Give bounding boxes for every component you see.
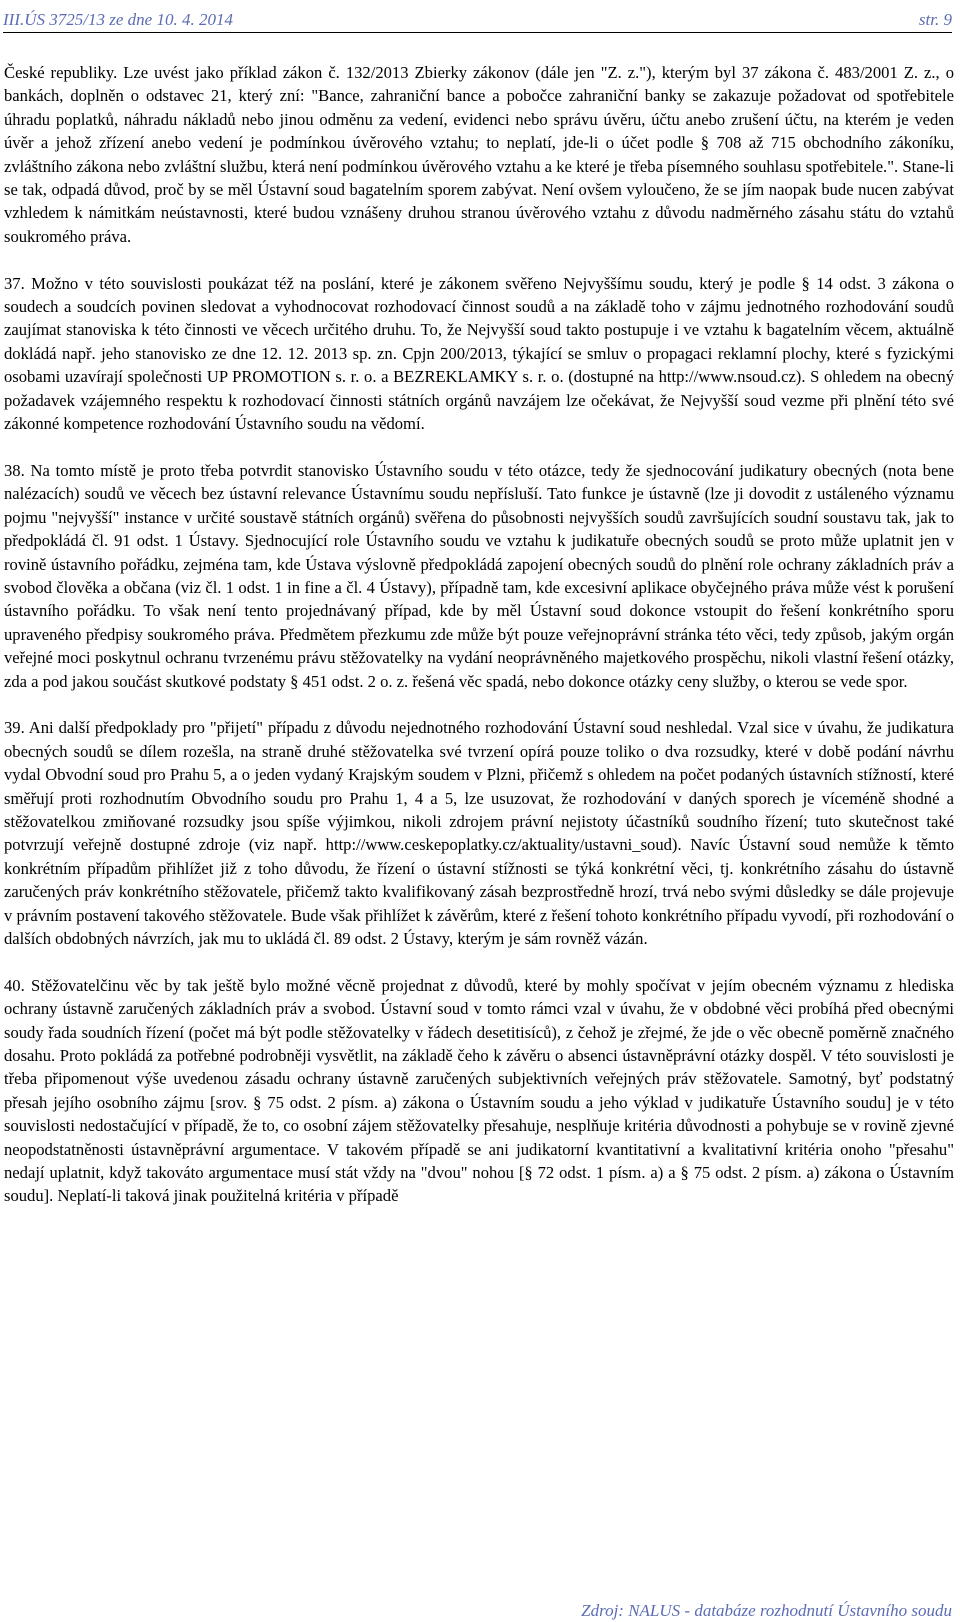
paragraph-37: 37. Možno v této souvislosti poukázat též na poslání, které je zákonem svěřeno Nejvyššímu soudu, který je podle § 14 odst. 3 zákona o soudech a soudcích povinen sledovat a vyhodnocovat rozhodovací činnost soudů a na základě toho v zájmu jednotného rozhodování soudů zaujímat stanoviska k této činnosti ve věcech určitého druhu. To, že Nejvyšší soud takto postupuje i ve vztahu k bagatelním věcem, aktuálně dokládá např. jeho stanovisko ze dne 12. 12. 2013 sp. zn. Cpjn 200/2013, týkající se smluv o propagaci reklamní plochy, které s fyzickými osobami uzavírají společnosti UP PROMOTION s. r. o. a BEZREKLAMKY s. r. o. (dostupné na http://www.nsoud.cz). S ohledem na obecný požadavek vzájemného respektu k rozhodovací činnosti státních orgánů navzájem lze očekávat, že Nejvyšší soud vezme při plnění této své zákonné kompetence rozhodování Ústavního soudu na vědomí.: [4, 273, 954, 434]
case-reference: III.ÚS 3725/13 ze dne 10. 4. 2014: [3, 10, 233, 29]
paragraph-40: 40. Stěžovatelčinu věc by tak ještě bylo možné věcně projednat z důvodů, které by mohly spočívat v jejím obecném významu z hlediska ochrany ústavně zaručených základních práv a svobod. Ústavní soud v tomto rámci vzal v úvahu, že v obdobné věci probíhá před obecnými soudy řada soudních řízení (počet má být podle stěžovatelky v řádech desetitisíců), z čehož je zřejmé, že jde o věc obecně poměrně značného dosahu. Proto pokládá za potřebné podrobněji vysvětlit, na základě čeho k závěru o absenci ústavněprávní otázky dospěl. V této souvislosti je třeba připomenout výše uvedenou zásadu ochrany ústavně zaručených subjektivních veřejných práv stěžovatele. Samotný, byť podstatný přesah jejího osobního zájmu [srov. § 75 odst. 2 písm. a) zákona o Ústavním soudu a jeho výklad v judikatuře Ústavního soudu] je v této souvislosti nedostačující v případě, že to, co osobní zájem stěžovatelky přesahuje, nesplňuje kritéria důvodnosti a pohybuje se v rovině zjevné neopodstatněnosti ústavněprávní argumentace. V takovém případě se ani judikatorní kvantitativní a kvalitativní kritéria onoho "přesahu" nedají uplatnit, když takováto argumentace musí stát vždy na "dvou" nohou [§ 72 odst. 1 písm. a) a § 75 odst. 2 písm. a) zákona o Ústavním soudu]. Neplatí-li taková jinak použitelná kritéria v případě: [4, 975, 954, 1206]
paragraph-38: 38. Na tomto místě je proto třeba potvrdit stanovisko Ústavního soudu v této otázce, tedy že sjednocování judikatury obecných (nota bene nalézacích) soudů ve věcech bez ústavní relevance Ústavnímu soudu nepřísluší. Tato funkce je ústavně (lze ji dovodit z ustáleného významu pojmu "nejvyšší" instance v určité soustavě státních orgánů) svěřena do působnosti nejvyšších soudů završujících soudní soustavu tak, jak to předpokládá čl. 91 odst. 1 Ústavy. Sjednocující role Ústavního soudu ve vztahu k judikatuře obecných soudů se proto může uplatnit jen v rovině ústavního pořádku, zejména tam, kde Ústava výslovně předpokládá zapojení obecných soudů do plnění role ochrany základních práv a svobod člověka a občana (viz čl. 1 odst. 1 in fine a čl. 4 Ústavy), případně tam, kde excesivní aplikace obyčejného práva může vést k porušení ústavního pořádku. To však není tento projednávaný případ, kde by měl Ústavní soud dokonce vstoupit do řešení konkrétního sporu upraveného předpisy soukromého práva. Předmětem přezkumu zde může být pouze veřejnoprávní stránka této věci, tedy způsob, jakým orgán veřejné moci poskytnul ochranu tvrzenému právu stěžovatelky na vydání neoprávněného majetkového prospěchu, nikoli vlastní řešení otázky, zda a pod jakou součást skutkové podstaty § 451 odst. 2 o. z. řešená věc spadá, nebo dokonce otázky ceny služby, o kterou se vede spor.: [4, 460, 954, 691]
document-body: [4, 61, 954, 1208]
paragraph-39: 39. Ani další předpoklady pro "přijetí" případu z důvodu nejednotného rozhodování Ústavní soud neshledal. Vzal sice v úvahu, že judikatura obecných soudů se dílem rozešla, na straně druhé stěžovatelka své tvrzení opírá pouze toliko o dva rozsudky, které v době podání návrhu vydal Obvodní soud pro Prahu 5, a o jeden vydaný Krajským soudem v Plzni, přičemž s ohledem na počet podaných ústavních stížností, které směřují proti rozhodnutím Obvodního soudu pro Prahu 1, 4 a 5, lze usuzovat, že rozhodování v daných sporech je víceméně shodné a stěžovatelkou zmiňované rozsudky jsou spíše výjimkou, nikoli zdrojem právní nejistoty účastníků soudního řízení; tuto skutečnost také potvrzují veřejně dostupné zdroje (viz např. http://www.ceskepoplatky.cz/aktuality/ustavni_soud). Navíc Ústavní soud nemůže k těmto konkrétním případům přihlížet již z toho důvodu, že řízení o ústavní stížnosti se týká konkrétní věci, tj. konkrétního zásahu do ústavně zaručených práv konkrétního stěžovatele, přičemž takto kvalifikovaný zásah bezprostředně hrozí, trvá nebo svými důsledky se dále projevuje v právním postavení takového stěžovatele. Bude však přihlížet k závěrům, které z řešení tohoto konkrétního případu vyvodí, při rozhodování o dalších obdobných návrzích, jak mu to ukládá čl. 89 odst. 2 Ústavy, kterým je sám rovněž vázán.: [4, 718, 954, 948]
page-header: [3, 10, 952, 33]
paragraph-continuation: České republiky. Lze uvést jako příklad zákon č. 132/2013 Zbierky zákonov (dále jen "Z. z."), kterým byl 37 zákona č. 483/2001 Z. z., o bankách, doplněn o odstavec 21, který zní: "Bance, zahraniční bance a pobočce zahraniční banky se zakazuje požadovat od spotřebitele úhradu poplatků, náhradu nákladů nebo jinou odměnu za vedení, evidenci nebo správu úvěru, účtu anebo zrušení účtu, na kterém je veden úvěr a jehož zřízení anebo vedení je podmínkou úvěrového vztahu; to neplatí, jde-li o účet podle § 708 až 715 obchodního zákoníku, zvláštního zákona nebo zvláštní službu, která není podmínkou úvěrového vztahu a ke které je třeba písemného souhlasu spotřebitele.". Stane-li se tak, odpadá důvod, proč by se měl Ústavní soud bagatelním sporem zabývat. Není ovšem vyloučeno, že se jím naopak bude nucen zabývat vzhledem k námitkám neústavnosti, které budou vznášeny druhou stranou úvěrového vztahu z důvodu nadměrného zásahu státu do vztahů soukromého práva.: [4, 63, 954, 246]
page-number: str. 9: [918, 10, 952, 29]
source-footer: Zdroj: NALUS - databáze rozhodnutí Ústavního soudu: [581, 1601, 952, 1620]
